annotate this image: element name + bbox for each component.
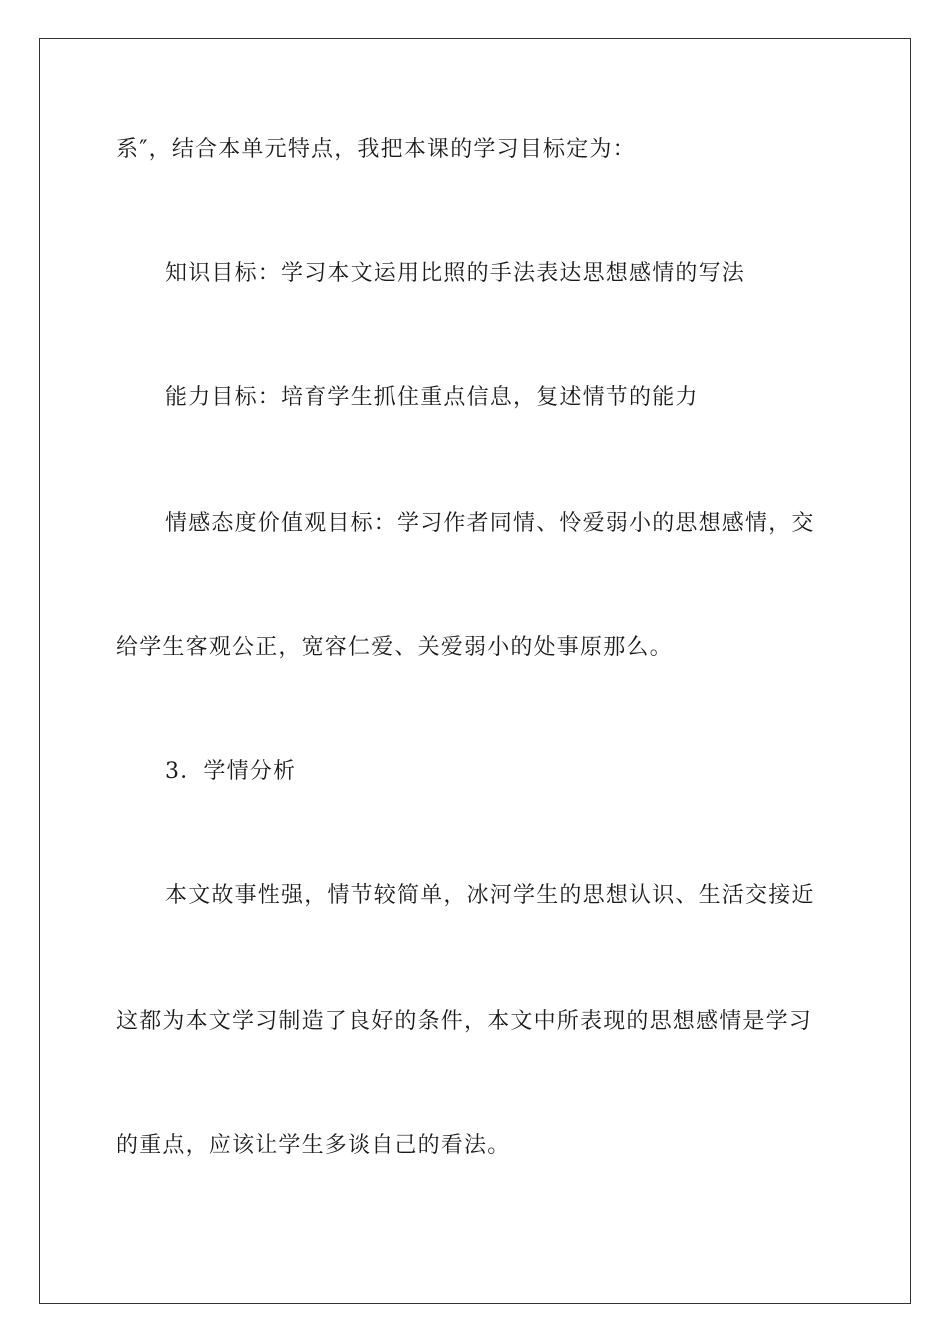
section-heading-learning-analysis: 3．学情分析 [165,759,297,784]
text-line-analysis-2: 这都为本文学习制造了良好的条件，本文中所表现的思想感情是学习 [116,1009,813,1034]
text-line-emotion-goal: 情感态度价值观目标：学习作者同情、怜爱弱小的思想感情，交 [165,511,815,536]
text-line-ability-goal: 能力目标：培育学生抓住重点信息，复述情节的能力 [165,385,699,410]
page-border [39,38,911,1304]
text-line-analysis-3: 的重点，应该让学生多谈自己的看法。 [116,1133,511,1158]
text-line-emotion-goal-cont: 给学生客观公正，宽容仁爱、关爱弱小的处事原那么。 [116,635,673,660]
text-line-1: 系″，结合本单元特点，我把本课的学习目标定为： [116,137,636,162]
text-line-analysis-1: 本文故事性强，情节较简单，冰河学生的思想认识、生活交接近 [165,883,815,908]
text-line-knowledge-goal: 知识目标：学习本文运用比照的手法表达思想感情的写法 [165,261,746,286]
